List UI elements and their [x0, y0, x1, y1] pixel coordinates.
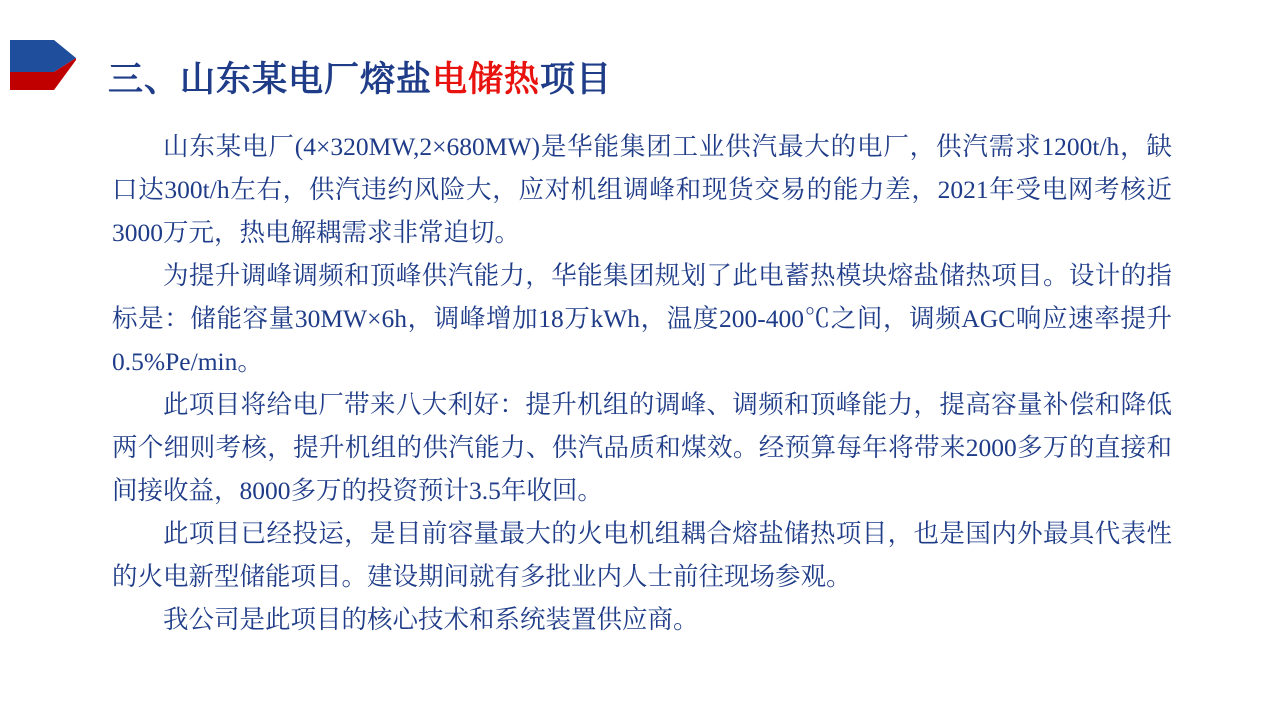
page-title-suffix: 项目: [540, 60, 613, 99]
paragraph: 山东某电厂(4×320MW,2×680MW)是华能集团工业供汽最大的电厂，供汽需求1200t/h，缺口达300t/h左右，供汽违约风险大，应对机组调峰和现货交易的能力差，2021年受电网考核近3000万元，热电解耦需求非常迫切。: [112, 132, 1172, 247]
paragraph: 此项目已经投运，是目前容量最大的火电机组耦合熔盐储热项目，也是国内外最具代表性的火电新型储能项目。建设期间就有多批业内人士前往现场参观。: [112, 519, 1172, 591]
body-text: [112, 125, 1172, 641]
paragraph: 我公司是此项目的核心技术和系统装置供应商。: [163, 605, 699, 634]
page-title: [108, 52, 612, 102]
arrow-bullet-icon: [8, 38, 78, 92]
page-title-prefix: 三、山东某电厂熔盐: [108, 60, 433, 99]
page-title-highlight: 电储热: [432, 60, 541, 99]
paragraph: 此项目将给电厂带来八大利好：提升机组的调峰、调频和顶峰能力，提高容量补偿和降低两个细则考核，提升机组的供汽能力、供汽品质和煤效。经预算每年将带来2000多万的直接和间接收益，8000多万的投资预计3.5年收回。: [112, 390, 1172, 505]
paragraph: 为提升调峰调频和顶峰供汽能力，华能集团规划了此电蓄热模块熔盐储热项目。设计的指标是：储能容量30MW×6h，调峰增加18万kWh，温度200-400℃之间，调频AGC响应速率提升0.5%Pe/min。: [112, 261, 1172, 376]
